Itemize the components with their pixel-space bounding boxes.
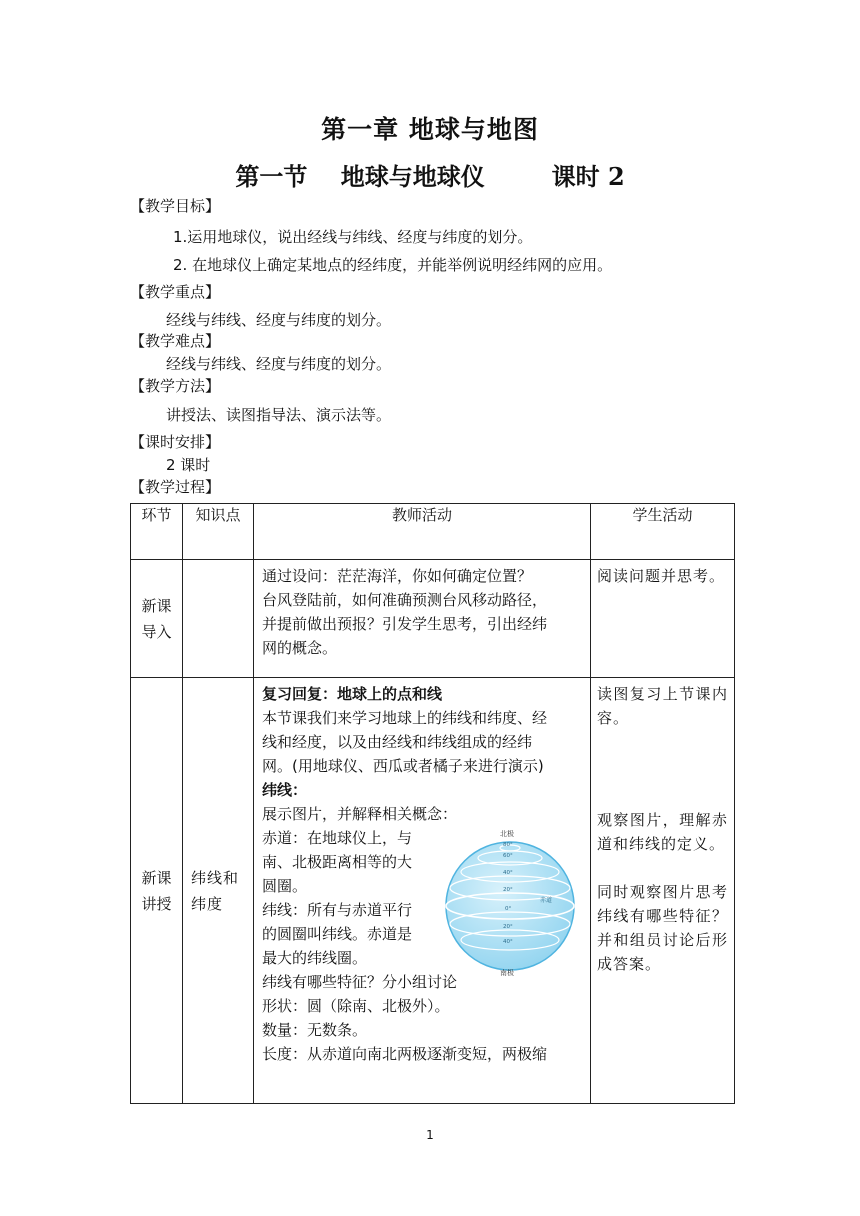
teacher-line: 长度：从赤道向南北两极逐渐变短，两极缩 — [262, 1045, 548, 1063]
col-header-teacher: 教师活动 — [254, 504, 591, 560]
north-pole-label: 北极 — [500, 830, 514, 838]
teacher-line: 南、北极距离相等的大 — [262, 853, 413, 871]
teacher-line: 通过设问：茫茫海洋，你如何确定位置？ — [262, 567, 533, 585]
teacher-line: 形状：圆（除南、北极外）。 — [262, 997, 450, 1015]
weft-title: 纬线： — [262, 781, 308, 799]
teacher-line: 赤道：在地球仪上，与 — [262, 829, 413, 847]
stage-cell — [131, 560, 183, 678]
teacher-line: 纬线：所有与赤道平行 — [262, 901, 413, 919]
chapter-title: 第一章 地球与地图 — [321, 115, 539, 144]
student-text: 同时观察图片思考纬线有哪些特征？并和组员讨论后形成答案。 — [597, 883, 728, 973]
figure-area — [262, 826, 584, 976]
lat-label: 0° — [505, 906, 512, 912]
key-points-heading: 【教学重点】 — [130, 283, 221, 301]
teacher-line: 网。(用地球仪、西瓜或者橘子来进行演示) — [262, 757, 544, 775]
process-heading: 【教学过程】 — [130, 478, 221, 496]
teacher-line: 最大的纬线圈。 — [262, 949, 368, 967]
teacher-line: 圆圈。 — [262, 877, 308, 895]
lat-label: 20° — [503, 924, 513, 930]
teacher-cell — [254, 560, 591, 678]
teacher-line: 线和经度，以及由经线和纬线组成的经纬 — [262, 733, 533, 751]
lat-label: 60° — [503, 853, 513, 859]
col-header-topic: 知识点 — [183, 504, 254, 560]
teacher-line: 台风登陆前，如何准确预测台风移动路径， — [262, 591, 548, 609]
process-table — [130, 503, 735, 1104]
col-header-student: 学生活动 — [591, 504, 735, 560]
teacher-line: 并提前做出预报？引发学生思考，引出经纬 — [262, 615, 548, 633]
topic-latitude: 纬线和 纬度 — [191, 868, 240, 913]
student-cell — [591, 678, 735, 1104]
stage-cell — [131, 678, 183, 1104]
lat-label: 40° — [503, 939, 513, 945]
page-number: 1 — [426, 1128, 434, 1142]
table-row — [131, 678, 735, 1104]
col-header-stage: 环节 — [131, 504, 183, 560]
teacher-line: 纬线有哪些特征？分小组讨论 — [262, 973, 458, 991]
topic-cell — [183, 560, 254, 678]
objective-2: 2. 在地球仪上确定某地点的经纬度，并能举例说明经纬网的应用。 — [173, 256, 613, 274]
objectives-heading: 【教学目标】 — [130, 197, 221, 215]
lat-label: 40° — [503, 870, 513, 876]
difficulties-text: 经线与纬线、经度与纬度的划分。 — [166, 355, 392, 373]
lat-label: 80° — [503, 842, 513, 848]
globe-latitude-figure — [438, 826, 578, 976]
south-pole-label: 南极 — [500, 969, 514, 976]
equator-label: 赤道 — [540, 897, 553, 904]
student-text: 阅读问题并思考。 — [597, 567, 726, 585]
section-title: 第一节 地球与地球仪 课时 2 — [235, 162, 625, 191]
key-points-text: 经线与纬线、经度与纬度的划分。 — [166, 311, 392, 329]
methods-text: 讲授法、读图指导法、演示法等。 — [166, 406, 392, 424]
teacher-line: 网的概念。 — [262, 639, 338, 657]
teacher-line: 的圆圈叫纬线。赤道是 — [262, 925, 413, 943]
teacher-line: 本节课我们来学习地球上的纬线和纬度、经 — [262, 709, 548, 727]
teacher-line: 展示图片，并解释相关概念： — [262, 805, 458, 823]
teacher-cell — [254, 678, 591, 1104]
stage-intro: 新课 导入 — [141, 596, 172, 641]
teacher-line: 数量：无数条。 — [262, 1021, 368, 1039]
topic-cell — [183, 678, 254, 1104]
stage-lecture: 新课 讲授 — [141, 868, 172, 913]
schedule-heading: 【课时安排】 — [130, 433, 221, 451]
review-title: 复习回复：地球上的点和线 — [262, 685, 443, 703]
student-text: 读图复习上节课内容。 — [597, 685, 728, 727]
table-header-row — [131, 504, 735, 560]
student-cell — [591, 560, 735, 678]
lat-label: 20° — [503, 887, 513, 893]
objective-1: 1.运用地球仪，说出经线与纬线、经度与纬度的划分。 — [173, 228, 533, 246]
schedule-text: 2 课时 — [166, 456, 211, 474]
table-row — [131, 560, 735, 678]
student-text: 观察图片，理解赤道和纬线的定义。 — [597, 811, 728, 853]
difficulties-heading: 【教学难点】 — [130, 332, 221, 350]
methods-heading: 【教学方法】 — [130, 377, 221, 395]
